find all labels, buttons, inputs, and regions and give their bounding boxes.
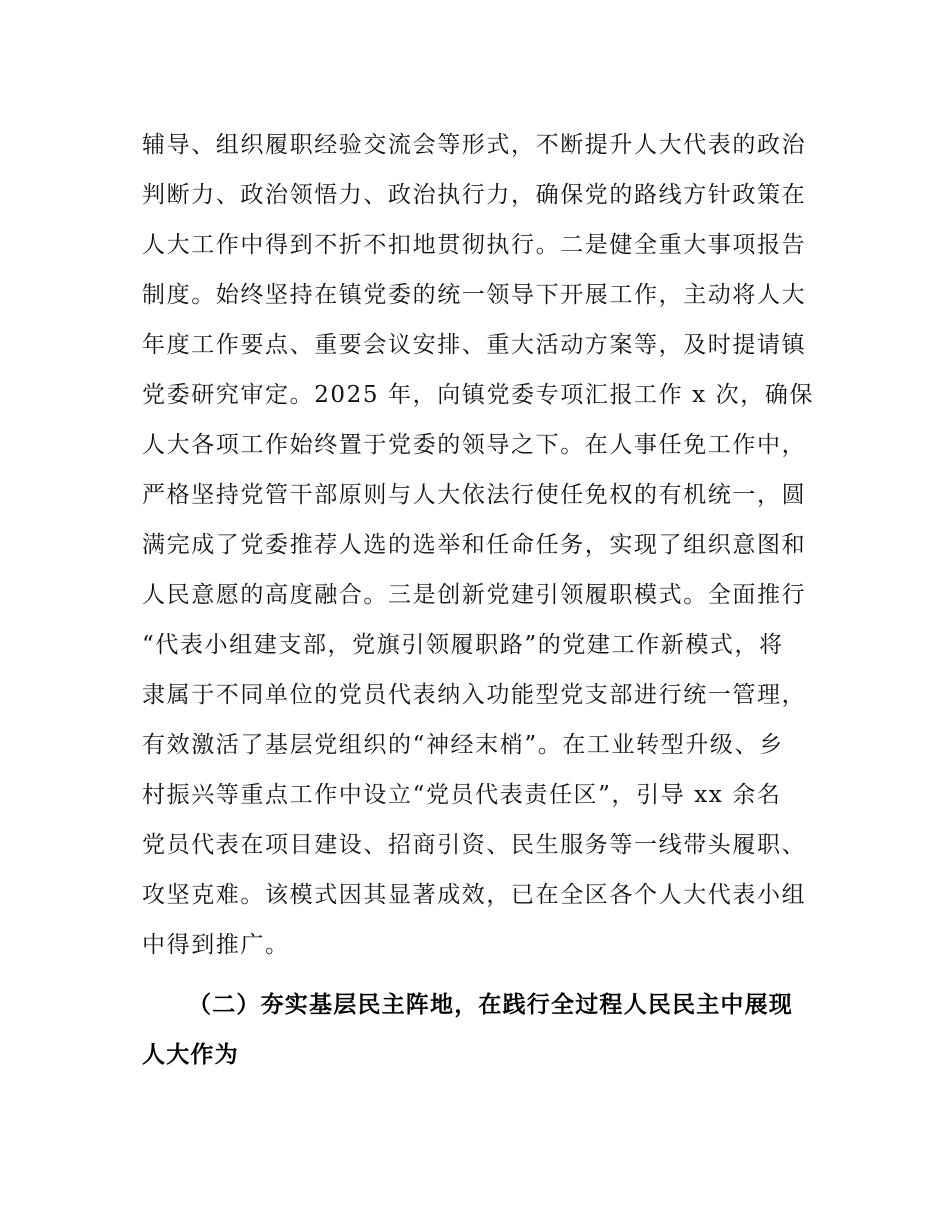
paragraph-line: “代表小组建支部，党旗引领履职路”的党建工作新模式，将 — [142, 632, 784, 658]
paragraph-line: 人民意愿的高度融合。三是创新党建引领履职模式。全面推行 — [142, 582, 807, 608]
paragraph-line: 党员代表在项目建设、招商引资、民生服务等一线带头履职、 — [142, 832, 807, 858]
paragraph-line: 满完成了党委推荐人选的选举和任命任务，实现了组织意图和 — [142, 532, 807, 558]
paragraph-line: 判断力、政治领悟力、政治执行力，确保党的路线方针政策在 — [142, 182, 807, 208]
paragraph-line: 人大工作中得到不折不扣地贯彻执行。二是健全重大事项报告 — [142, 232, 807, 258]
paragraph-line: 村振兴等重点工作中设立“党员代表责任区”，引导 xx 余名 — [142, 782, 782, 808]
paragraph-line: 制度。始终坚持在镇党委的统一领导下开展工作，主动将人大 — [142, 282, 807, 308]
paragraph-line: 隶属于不同单位的党员代表纳入功能型党支部进行统一管理， — [142, 682, 807, 708]
body-paragraph — [142, 120, 822, 970]
section-heading — [142, 980, 832, 1080]
section-heading-line: 人大作为 — [142, 1042, 239, 1068]
paragraph-line: 人大各项工作始终置于党委的领导之下。在人事任免工作中， — [142, 432, 807, 458]
paragraph-line: 辅导、组织履职经验交流会等形式，不断提升人大代表的政治 — [142, 132, 807, 158]
paragraph-line: 严格坚持党管干部原则与人大依法行使任免权的有机统一，圆 — [142, 482, 807, 508]
paragraph-line: 中得到推广。 — [142, 932, 290, 958]
paragraph-line: 有效激活了基层党组织的“神经末梢”。在工业转型升级、乡 — [142, 732, 784, 758]
paragraph-line: 攻坚克难。该模式因其显著成效，已在全区各个人大代表小组 — [142, 882, 807, 908]
section-heading-line: （二）夯实基层民主阵地，在践行全过程人民民主中展现 — [188, 992, 793, 1018]
paragraph-line: 年度工作要点、重要会议安排、重大活动方案等，及时提请镇 — [142, 332, 807, 358]
paragraph-line: 党委研究审定。2025 年，向镇党委专项汇报工作 x 次，确保 — [142, 382, 815, 408]
